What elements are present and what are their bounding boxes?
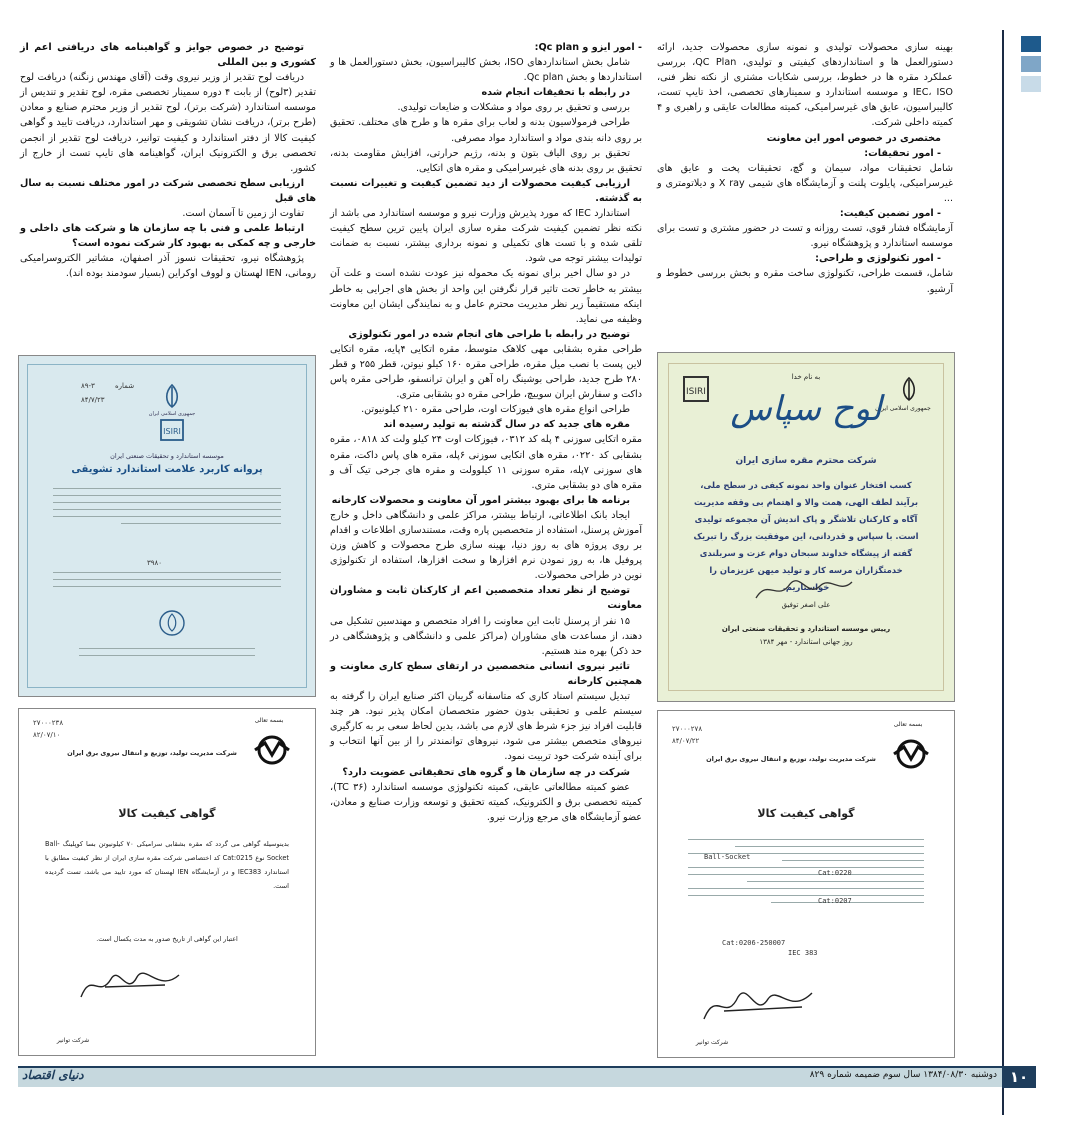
- paragraph: ایجاد بانک اطلاعاتی، ارتباط بیشتر، مراکز علمی و دانشگاهی داخل و خارج آموزش پرسنل، استفاده از متخصصین پاره وقت، مستندسازی اطلاعات و اقدام بر روی پروژه های به روز دنیا، بهینه سازی طرح محصولات و کاهش وزن پروفیل ها، به روز نمودن نرم افزارها و سخت افزارها، استفاده از تکنولوژی نوین در طراحی محصولات.: [330, 509, 642, 582]
- license-date: ۸۴/۷/۲۳: [81, 396, 105, 404]
- article-column-right: [657, 40, 953, 297]
- qc-ref1: ۲۷۰۰۰۲۷۸: [672, 725, 703, 733]
- paragraph: دریافت لوح تقدیر از وزیر نیروی وقت (آقای مهندس زنگنه) دریافت لوح تقدیر (۳لوح) از بابت ۴ دوره سمینار تخصصی مقره، لوح تقدیر و تندیس از موسسه استاندارد (شرکت برتر)، لوح تقدیر از وزیر محترم صنایع و معادن (طرح برتر)، دریافت نشان تشویقی و مهر استاندارد، دریافت تایید و گواهی کیفیت کالا از دفتر استاندارد و کیفیت توانیر، دریافت لوح تقدیر از انجمن تخصصی برق و الکترونیک ایران، گواهینامه های تایپ تست از خارج از کشور.: [20, 72, 316, 174]
- cert-title: لوح سپاس: [730, 389, 882, 429]
- article-column-middle: [330, 40, 642, 825]
- paragraph: طراحی مقره بشقابی مهی کلاهک متوسط، مقره اتکایی ۴پایه، مقره اتکایی لاین پست با نصب میل مقره، طراحی مقره ۱۶۰ کیلو نیوتن، قطر ۲۵۵ و قطر ۲۸۰ طرح جدید، طراحی بوشینگ راه آهن و ایران ترانسفو، طراحی مقره پاس داکت و سفارش ایران سوییچ، طراحی مقره دو بشقابی متری.: [330, 343, 642, 401]
- paragraph: طراحی فرمولاسیون بدنه و لعاب برای مقره ها و طرح های مختلف. تحقیق بر روی دانه بندی مواد و استاندارد مواد مصرفی.: [330, 117, 642, 144]
- qc-company: شرکت مدیریت تولید، توزیع و انتقال نیروی برق ایران: [67, 749, 237, 757]
- paragraph: در دو سال اخیر برای نمونه یک محموله نیز عودت نشده است و علت آن بیشتر به خاطر تحت تاثیر قرار نگرفتن این واحد از بخش های اجرایی به خاطر اینکه مستقیماً زیر نظر مدیریت محترم عامل و به نمایندگی ایشان این معاونت وظیفه می نماید.: [330, 268, 642, 325]
- section-heading: شرکت در چه سازمان ها و گروه های تحقیقاتی عضویت دارد؟: [342, 766, 630, 778]
- cert-recipient: شرکت محترم مقره سازی ایران: [735, 456, 877, 466]
- paragraph: بررسی و تحقیق بر روی مواد و مشکلات و ضایعات تولیدی.: [397, 102, 630, 114]
- license-table-lines: [53, 572, 281, 593]
- publication-logo: دنیای اقتصاد: [22, 1068, 84, 1082]
- paragraph: ۱۵ نفر از پرسنل ثابت این معاونت را افراد متخصص و مهندسین تشکیل می دهند، از مساعدت های مشاوران (مراکز علمی و دانشگاهی و پژوهشگاهی در حد ذکر) بهره مند هستیم.: [330, 615, 642, 657]
- paragraph: شامل تحقیقات مواد، سیمان و گچ، تحقیقات پخت و عایق های غیرسرامیکی، پایلوت پلنت و آزمایشگاه های شیمی X ray و دیلاتومتری و ...: [657, 162, 953, 204]
- section-heading: برنامه ها برای بهبود بیشتر امور آن معاونت و محصولات کارخانه: [331, 494, 630, 506]
- qc-ref1: ۲۷۰۰۰۲۳۸: [33, 719, 64, 727]
- section-heading: تاثیر نیروی انسانی متخصصین در ارتقای سطح کاری معاونت و همچنین کارخانه: [330, 660, 642, 687]
- license-code: ۳۹۸۰: [147, 559, 163, 567]
- quality-certificate-right-image: [657, 710, 955, 1058]
- article-column-left: [20, 40, 316, 282]
- page-margin-rule: [1002, 30, 1004, 1115]
- paragraph: پژوهشگاه نیرو، تحقیقات نسوز آذر اصفهان، مشاتیر الکتروسرامیکی رومانی، IEN لهستان و لووف اوکراین (بسیار سودمند بوده اند).: [20, 253, 316, 280]
- section-heading: مقره های جدید که در سال گذشته به تولید رسیده اند: [383, 419, 630, 431]
- license-org2: موسسه استاندارد و تحقیقات صنعتی ایران: [110, 452, 224, 460]
- qc-sign-label: شرکت توانیر: [695, 1039, 729, 1046]
- qc-code-5: IEC 383: [788, 949, 818, 957]
- accent-square-light: [1021, 76, 1041, 92]
- signature-icon: [698, 977, 818, 1029]
- paragraph: عضو کمیته مطالعاتی عایقی، کمیته تکنولوژی موسسه استاندارد (TC ۳۶)، کمیته تخصصی برق و الکترونیک، کمیته تحقیق و توسعه وزارت صنایع و معادن، عضو آزمایشگاه های مرجع وزارت نیرو.: [330, 781, 642, 823]
- section-heading: - امور تکنولوژی و طراحی:: [815, 253, 941, 265]
- qc-code-1: Ball-Socket: [704, 853, 751, 861]
- section-heading: ارتباط علمی و فنی با چه سازمان ها و شرکت های داخلی و خارجی و چه کمکی به بهبود کار شرکت نموده است؟: [20, 223, 316, 250]
- section-heading: مختصری در خصوص امور این معاونت: [766, 132, 941, 144]
- qc-header: بسمه تعالی: [893, 721, 923, 728]
- issue-info: دوشنبه ۱۳۸۴/۰۸/۳۰ سال سوم ضمیمه شماره ۸۲۹: [809, 1070, 997, 1080]
- section-heading: - امور ایزو و Qc plan:: [534, 42, 642, 53]
- paragraph: شامل، قسمت طراحی، تکنولوژی ساخت مقره و بخش بررسی خطوط و آرشیو.: [657, 268, 953, 295]
- paragraph: تفاوت از زمین تا آسمان است.: [182, 208, 304, 220]
- section-heading: توضیح در رابطه با طراحی های انجام شده در امور تکنولوژی: [348, 328, 630, 340]
- qc-code-3: Cat:0207: [818, 897, 852, 905]
- standard-logo-icon: [682, 375, 710, 403]
- qc-ref2: ۸۴/۰۷/۲۲: [672, 737, 700, 745]
- qc-header: بسمه تعالی: [254, 717, 284, 724]
- paragraph: مقره اتکایی سوزنی ۴ پله کد ۰۳۱۲، فیوزکات اوت ۲۴ کیلو ولت کد ۰۸۱۸، مقره بشقابی کد ۰۲۲۰، مقره های اتکایی سوزنی ۶پله، مقره های پاس داکت، مقره های سوزنی ۷پله، مقره سوزنی ۱۱ کیلوولت و مقره های جرخی تیک آف و مقره های دو بشقابی متری.: [330, 434, 642, 491]
- certificate-appreciation-image: [657, 352, 955, 702]
- section-heading: - امور تحقیقات:: [864, 147, 941, 159]
- svg-text:ISIRI: ISIRI: [163, 427, 181, 436]
- qc-title: گواهی کیفیت کالا: [118, 807, 216, 820]
- paragraph: آزمایشگاه فشار قوی، تست روزانه و تست در حضور مشتری و تست برای موسسه استاندارد و پژوهشگاه نیرو.: [657, 223, 953, 250]
- qc-ref2: ۸۲/۰۷/۱۰: [33, 731, 61, 739]
- paragraph: بهینه سازی محصولات تولیدی و نمونه سازی محصولات جدید، ارائه دستورالعمل ها و استانداردهای کیفیتی و تولیدی، QC Plan، بررسی عملکرد مقره ها در خطوط، بررسی شکایات مشتری از نکته نظر فنی، IEC، ISO و موسسه استاندارد و سمینارهای تخصصی، اخذ تایپ تست، کالیبراسیون، عایق های غیرسرامیکی، کمیته مطالعات عایقی و راهبری و ۴ کمیته داخلی شرکت.: [657, 42, 953, 129]
- signature-icon: [75, 957, 185, 1007]
- qc-company: شرکت مدیریت تولید، توزیع و انتقال نیروی برق ایران: [706, 755, 876, 763]
- tavanir-logo-icon: [886, 739, 936, 769]
- paragraph: استاندارد IEC که مورد پذیرش وزارت نیرو و موسسه استاندارد می باشد از نکته نظر تضمین کیفیت شرکت مقره سازی ایران پایین ترین سطح کیفیت تلقی شده و با تست های تکمیلی و نمونه برداری بیشتر، نسبت به ضمانت تولیدات بیشتر توجه می شود.: [330, 208, 642, 265]
- accent-square-dark: [1021, 36, 1041, 52]
- paragraph: شامل بخش استانداردهای ISO، بخش کالیبراسیون، بخش دستورالعمل ها و استانداردها و بخش Qc plan.: [330, 57, 642, 84]
- cert-signer: علی اصغر توفیق: [781, 601, 831, 609]
- license-footer-lines: [79, 648, 255, 662]
- qc-code-4: Cat:0206-250007: [722, 939, 786, 947]
- qc-title: گواهی کیفیت کالا: [757, 807, 855, 820]
- paragraph: تحقیق بر روی الیاف بتون و بدنه، رژیم حرارتی، افزایش مقاومت بدنه، تحقیق بر روی بدنه های غیرسرامیکی و مقره های اتکایی.: [330, 147, 642, 174]
- standard-logo-icon: [159, 418, 185, 442]
- iran-emblem-icon: [159, 382, 185, 410]
- section-heading: ارزیابی سطح تخصصی شرکت در امور مختلف نسبت به سال های قبل: [20, 177, 316, 204]
- license-title: پروانه کاربرد علامت استاندارد تشویقی: [71, 464, 263, 475]
- license-body-lines: [53, 488, 281, 530]
- standard-license-image: [18, 355, 316, 697]
- qc-validity: اعتبار این گواهی از تاریخ صدور به مدت یکسال است.: [96, 935, 238, 943]
- section-heading: در رابطه با تحقیقات انجام شده: [481, 87, 630, 99]
- cert-bismillah: به نام خدا: [791, 373, 821, 381]
- page-number: ۱۰: [1002, 1066, 1036, 1088]
- accent-square-mid: [1021, 56, 1041, 72]
- license-number-label: شماره: [115, 382, 135, 390]
- iran-emblem-icon: [157, 608, 187, 638]
- qc-body: بدینوسیله گواهی می گردد که مقره بشقابی سرامیکی ۷۰ کیلونیوتن بسا کوپلینگ Ball-Socket نوع Cat:0215 کد اختصاصی شرکت مقره سازی ایران از نظر کیفیت مطابق با استاندارد IEC383 و در آزمایشگاه IEN لهستان که مورد تایید می باشد، تست گردیده است.: [45, 840, 289, 890]
- iran-emblem-icon: [896, 375, 922, 403]
- svg-text:ISIRI: ISIRI: [686, 387, 706, 397]
- tavanir-logo-icon: [247, 735, 297, 765]
- qc-code-2: Cat:0220: [818, 869, 852, 877]
- cert-date: روز جهانی استاندارد - مهر ۱۳۸۴: [759, 638, 853, 646]
- qc-body-lines: [688, 839, 924, 909]
- license-number: ۸۹-۳: [81, 382, 95, 390]
- license-org: جمهوری اسلامی ایران: [148, 411, 196, 417]
- cert-body-text: کسب افتخار عنوان واحد نمونه کیفی در سطح ملی، برآیند لطف الهی، همت والا و اهتمام بی وقفه مدیریت آگاه و کارکنان تلاشگر و پاک اندیش آن مجموعه تولیدی است. با سپاس و قدردانی، این موفقیت بزرگ را تبریک گفته از پیشگاه خداوند سبحان دوام عزت و سربلندی خدمتگزاران مرسه کار و تولید میهن عزیزمان را خواستاریم.: [693, 480, 919, 592]
- paragraph: تبدیل سیستم استاد کاری که متاسفانه گریبان اکثر صنایع ایران را گرفته به سیستم علمی و تحقیقی بدون حضور متخصصان امکان پذیر نبود. هر چند قابلیت افراد نیز جزء شرط های لازم می باشد، بدین لحاظ سعی بر به کارگیری نیروهای متخصص بیشتر می شود، نیروهای توانمندتر را از بین آنها انتخاب و برای آینده شرکت خود تربیت نمود.: [330, 691, 642, 763]
- qc-sign-label: شرکت توانیر: [56, 1037, 90, 1044]
- section-heading: - امور تضمین کیفیت:: [839, 208, 941, 220]
- section-heading: توضیح از نظر تعداد متخصصین اعم از کارکنان ثابت و مشاوران معاونت: [330, 585, 642, 612]
- quality-certificate-left-image: [18, 708, 316, 1056]
- section-heading: ارزیابی کیفیت محصولات از دید تضمین کیفیت و تغییرات نسبت به گذشته.: [330, 177, 642, 204]
- cert-signer-title: رییس موسسه استاندارد و تحقیقات صنعتی ایران: [721, 625, 891, 633]
- paragraph: طراحی انواع مقره های فیوزکات اوت، طراحی مقره ۲۱۰ کیلونیوتن.: [361, 404, 630, 416]
- cert-org: جمهوری اسلامی ایران: [875, 405, 931, 412]
- section-heading: توضیح در خصوص جوایز و گواهینامه های دریافتی اعم از کشوری و بین المللی: [20, 42, 316, 69]
